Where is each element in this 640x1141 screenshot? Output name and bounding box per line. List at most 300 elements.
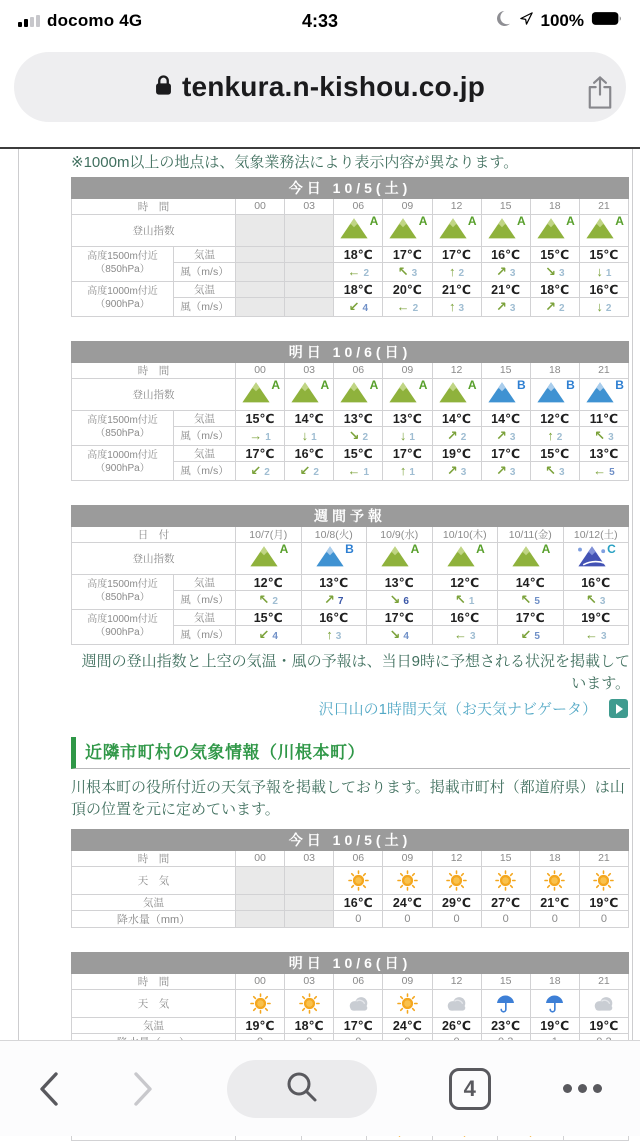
climb-index-cell [285,378,334,410]
weather-rain-icon [496,994,515,1011]
wind-direction-arrow: ↖ [594,427,606,443]
hour-cell: 10/7(月) [236,526,302,542]
temp-cell: 16℃ [301,609,367,625]
weather-cell [383,866,432,894]
temp-cell: 27℃ [481,894,530,910]
mountain-index-icon-A: A [289,379,329,405]
weather-cell [334,866,383,894]
weather-cloud-icon [347,994,370,1011]
temp-cell: 17℃ [498,609,564,625]
wind-cell [285,461,334,480]
hour-cell: 00 [236,973,285,989]
no-data-cell [236,281,285,297]
wind-speed-value: 2 [605,302,612,314]
wind-cell [432,297,481,316]
back-button[interactable] [38,1071,60,1107]
temp-row-label: 気温 [174,410,236,426]
wind-direction-arrow: ↖ [520,591,532,607]
climb-index-cell [432,214,481,246]
wind-direction-arrow: ↑ [547,427,554,443]
wind-cell [481,426,530,445]
weather-row-label: 天 気 [72,989,236,1017]
wind-speed-value: 3 [509,302,516,314]
hour-cell: 12 [432,973,481,989]
climb-index-cell [530,214,579,246]
wind-speed-value: 2 [313,466,319,478]
wind-direction-arrow: ↖ [258,591,270,607]
site-body [18,149,633,1042]
column-header-label: 時 間 [72,973,236,989]
wind-cell [334,297,383,316]
wind-cell [481,461,530,480]
table-title: 今日 10/5(土) [72,829,629,850]
weather-cloud-icon [592,994,615,1011]
weather-cell [383,989,432,1017]
lock-icon [155,74,172,101]
wind-speed-value: 5 [534,630,540,642]
temp-cell: 18℃ [285,1017,334,1033]
weather-rain-icon [545,994,564,1011]
wind-row-label: 風（m/s） [174,262,236,281]
no-data-cell [236,297,285,316]
wind-speed-value: 2 [558,302,565,314]
wind-direction-arrow: ↘ [389,591,401,607]
table-title: 今日 10/5(土) [72,177,629,198]
wind-direction-arrow: ↙ [348,298,360,314]
no-data-cell [285,281,334,297]
wind-cell [530,297,579,316]
wind-cell [285,426,334,445]
temp-cell: 26℃ [432,1017,481,1033]
no-data-cell [236,262,285,281]
climb-index-label: 登山指数 [72,214,236,246]
no-data-cell [285,894,334,910]
wind-cell [432,625,498,644]
hour-cell: 10/8(火) [301,526,367,542]
weather-cell [579,989,628,1017]
climb-index-cell [579,378,628,410]
wind-cell [432,426,481,445]
wind-speed-value: 3 [335,630,342,642]
weather-sun-icon [495,871,516,888]
wind-cell [383,426,432,445]
no-data-cell [285,246,334,262]
temp-cell: 13℃ [367,574,433,590]
wind-cell [367,625,433,644]
wind-cell [530,461,579,480]
wind-speed-value: 2 [264,466,270,478]
wind-speed-value: 2 [460,431,467,443]
weather-sun-icon [544,871,565,888]
wind-direction-arrow: ↖ [397,263,409,279]
wind-speed-value: 2 [458,267,465,279]
temp-cell: 15℃ [236,410,285,426]
weather-row-label: 天 気 [72,866,236,894]
wind-speed-value: 2 [363,267,370,279]
temp-cell: 16℃ [563,574,629,590]
wind-row-label: 風（m/s） [174,297,236,316]
hour-cell: 15 [481,198,530,214]
wind-row-label: 風（m/s） [174,461,236,480]
hour-cell: 10/12(土) [563,526,629,542]
wind-cell [236,461,285,480]
no-data-cell [285,866,334,894]
temp-row-label: 気温 [174,281,236,297]
hour-cell: 06 [334,850,383,866]
temp-cell: 12℃ [530,410,579,426]
wind-direction-arrow: ↑ [449,298,456,314]
column-header-label: 時 間 [72,198,236,214]
climb-index-cell [383,378,432,410]
temp-cell: 16℃ [334,894,383,910]
wind-direction-arrow: ↗ [495,263,507,279]
hour-cell: 12 [432,850,481,866]
mountain-index-icon-A: A [437,215,477,241]
temp-cell: 16℃ [285,445,334,461]
temp-cell: 19℃ [432,445,481,461]
temp-row-label: 気温 [72,894,236,910]
wind-direction-arrow: ↗ [495,427,507,443]
hour-cell: 10/11(金) [498,526,564,542]
wind-direction-arrow: ↗ [495,462,507,478]
weather-sun-icon [299,994,320,1011]
wind-direction-arrow: ← [396,298,410,314]
altitude-label: 高度1000m付近 （900hPa） [72,281,174,316]
temp-cell: 12℃ [236,574,302,590]
temp-cell: 19℃ [579,894,628,910]
temp-cell: 20℃ [383,281,432,297]
climb-index-cell [334,378,383,410]
hour-cell: 15 [481,850,530,866]
mountain-index-icon-A: A [486,215,526,241]
temp-cell: 15℃ [334,445,383,461]
temp-cell: 18℃ [334,281,383,297]
hour-cell: 00 [236,362,285,378]
wind-cell [563,590,629,609]
wind-speed-value: 3 [599,595,606,607]
wind-speed-value: 2 [556,431,563,443]
week-forecast-note: 週間の登山指数と上空の気温・風の予報は、当日9時に予想される状況を掲載しています。 [81,652,630,692]
wind-direction-arrow: ← [347,462,361,478]
column-header-label: 時 間 [72,850,236,866]
table-title: 明日 10/6(日) [72,341,629,362]
wind-cell [498,625,564,644]
temp-cell: 15℃ [236,609,302,625]
wind-speed-value: 1 [468,595,475,607]
hour-cell: 18 [530,850,579,866]
url-text: tenkura.n-kishou.co.jp [181,71,486,102]
wind-direction-arrow: ↖ [586,591,597,607]
no-data-cell [236,214,285,246]
battery-percent-label: 100% [540,11,584,30]
wind-direction-arrow: ↓ [596,263,603,279]
climb-index-cell [383,214,432,246]
hour-cell: 06 [334,973,383,989]
altitude-label: 高度1000m付近 （900hPa） [72,445,174,480]
temp-cell: 13℃ [301,574,367,590]
table-title: 週間予報 [72,505,629,526]
mountain-index-icon-B: B [584,379,624,405]
wind-direction-arrow: ↙ [520,626,532,642]
wind-speed-value: 3 [558,267,565,279]
hour-cell: 18 [530,973,579,989]
search-button[interactable] [227,1060,377,1118]
search-icon [285,1070,319,1107]
hour-cell: 18 [530,362,579,378]
wind-direction-arrow: ↙ [258,626,270,642]
wind-speed-value: 4 [272,630,278,642]
weather-cell [579,866,628,894]
hour-cell: 21 [579,850,628,866]
mountain-index-icon-A: A [535,215,575,241]
wind-speed-value: 4 [403,630,409,642]
wind-speed-value: 3 [458,302,465,314]
wind-cell [579,461,628,480]
wind-speed-value: 2 [362,431,369,443]
altitude-label: 高度1500m付近 （850hPa） [72,574,174,609]
hour-cell: 03 [285,973,334,989]
temp-cell: 17℃ [383,445,432,461]
weather-cell [481,866,530,894]
mountain-forecast-tables [71,177,630,645]
hour-cell: 09 [383,973,432,989]
wind-speed-value: 3 [411,267,418,279]
no-data-cell [285,214,334,246]
mountain-index-icon-A: A [338,215,378,241]
temp-cell: 24℃ [383,1017,432,1033]
temp-row-label: 気温 [174,574,236,590]
hour-cell: 03 [285,198,334,214]
wind-cell [367,590,433,609]
wind-cell [334,426,383,445]
precip-cell: 0 [530,910,579,927]
hour-cell: 06 [334,362,383,378]
wind-direction-arrow: ↗ [545,298,556,314]
temp-cell: 17℃ [432,246,481,262]
temp-cell: 17℃ [481,445,530,461]
wind-direction-arrow: ↘ [348,427,360,443]
climb-index-cell [481,214,530,246]
mountain-index-icon-A: A [445,543,485,569]
temp-cell: 17℃ [383,246,432,262]
carrier-label: docomo 4G [47,11,143,30]
temp-cell: 14℃ [285,410,334,426]
climb-index-label: 登山指数 [72,378,236,410]
wind-cell [301,590,367,609]
mountain-index-icon-A: A [584,215,624,241]
wind-direction-arrow: ↑ [399,462,407,478]
precip-cell: 0 [432,910,481,927]
wind-speed-value: 1 [605,267,612,279]
wind-speed-value: 1 [311,431,317,443]
wind-direction-arrow: ← [593,462,607,478]
forecast-table [71,341,629,481]
wind-direction-arrow: ↑ [326,626,333,642]
precip-cell: 0 [579,910,628,927]
forecast-table [71,952,629,1051]
climb-index-cell [530,378,579,410]
hourly-weather-link[interactable]: 沢口山の1時間天気（お天気ナビゲータ） [318,701,597,719]
weather-sun-icon [397,994,418,1011]
hour-cell: 00 [236,198,285,214]
weather-cell [530,866,579,894]
temp-cell: 24℃ [383,894,432,910]
wind-speed-value: 4 [362,302,369,314]
no-data-cell [236,894,285,910]
wind-speed-value: 3 [469,630,476,642]
weather-sun-icon [397,871,418,888]
hour-cell: 09 [383,850,432,866]
hour-cell: 09 [383,198,432,214]
wind-speed-value: 7 [337,595,344,607]
temp-cell: 19℃ [530,1017,579,1033]
temp-row-label: 気温 [174,609,236,625]
mountain-index-icon-A: A [387,379,427,405]
temp-cell: 18℃ [334,246,383,262]
weather-sun-icon [446,871,467,888]
more-button[interactable] [563,1084,602,1093]
weather-cell [285,989,334,1017]
hour-cell: 21 [579,973,628,989]
temp-cell: 29℃ [432,894,481,910]
hour-cell: 09 [383,362,432,378]
precip-row-label: 降水量（mm） [72,910,236,927]
wind-direction-arrow: ↑ [449,263,456,279]
temp-cell: 13℃ [579,445,628,461]
play-arrow-icon[interactable] [609,699,628,718]
tabs-button[interactable] [449,1068,491,1110]
climb-index-cell [563,542,629,574]
mountain-index-icon-B: B [535,379,575,405]
weather-cloud-icon [445,994,468,1011]
wind-speed-value: 1 [265,431,271,443]
climb-index-cell [432,378,481,410]
column-header-label: 日 付 [72,526,236,542]
forecast-table [71,177,629,317]
mountain-index-icon-A: A [248,543,288,569]
temp-cell: 16℃ [481,246,530,262]
temp-cell: 23℃ [481,1017,530,1033]
clock-label: 4:33 [301,10,339,31]
temp-row-label: 気温 [72,1017,236,1033]
wind-speed-value: 2 [412,302,419,314]
hour-cell: 15 [481,973,530,989]
wind-direction-arrow: ↓ [301,427,309,443]
mountain-index-icon-A: A [437,379,477,405]
nearby-town-description: 川根本町の役所付近の天気予報を掲載しております。掲載市町村（都道府県）は山頂の位置を元に定めています。 [71,779,625,818]
hour-cell: 21 [579,198,628,214]
hour-cell: 15 [481,362,530,378]
wind-direction-arrow: ↖ [455,591,466,607]
temp-cell: 17℃ [236,445,285,461]
mountain-index-icon-A: A [379,543,419,569]
mountain-index-icon-A: A [240,379,280,405]
temp-cell: 15℃ [530,246,579,262]
weather-cell [236,989,285,1017]
wind-direction-arrow: ← [584,626,598,642]
wind-direction-arrow: ← [453,626,467,642]
weather-cell [432,989,481,1017]
altitude-label: 高度1500m付近 （850hPa） [72,410,174,445]
hour-cell: 06 [334,198,383,214]
forward-button[interactable] [132,1071,154,1107]
browser-toolbar [0,1040,640,1136]
mountain-index-icon-A: A [338,379,378,405]
weather-cell [432,866,481,894]
climb-index-cell [367,542,433,574]
web-page-content [0,147,640,1040]
hour-cell: 21 [579,362,628,378]
wind-cell [334,461,383,480]
wind-direction-arrow: ↘ [389,626,401,642]
table-title: 明日 10/6(日) [72,952,629,973]
temp-cell: 15℃ [579,246,628,262]
temp-cell: 17℃ [334,1017,383,1033]
no-data-cell [236,246,285,262]
wind-speed-value: 3 [558,466,565,478]
status-bar [0,0,640,42]
weather-sun-icon [348,871,369,888]
address-bar[interactable] [14,52,626,122]
climb-index-cell [498,542,564,574]
wind-speed-value: 3 [600,630,607,642]
climb-index-cell [481,378,530,410]
wind-row-label: 風（m/s） [174,590,236,609]
column-header-label: 時 間 [72,362,236,378]
no-data-cell [236,910,285,927]
wind-direction-arrow: → [249,427,263,443]
temp-cell: 21℃ [530,894,579,910]
weather-cell [530,989,579,1017]
share-icon[interactable] [586,74,614,115]
wind-direction-arrow: ↘ [545,263,556,279]
wind-cell [301,625,367,644]
wind-cell [481,262,530,281]
wind-cell [481,297,530,316]
wind-speed-value: 5 [534,595,540,607]
wind-speed-value: 1 [363,466,370,478]
mountain-index-icon-A: A [510,543,550,569]
wind-direction-arrow: ↗ [446,427,458,443]
wind-direction-arrow: ← [347,263,361,279]
mountain-index-icon-B: B [314,543,354,569]
wind-speed-value: 3 [608,431,614,443]
temp-cell: 15℃ [530,445,579,461]
climb-index-cell [432,542,498,574]
hour-cell: 03 [285,850,334,866]
hourly-weather-link-row [71,698,628,719]
climb-index-cell [236,378,285,410]
altitude-label: 高度1000m付近 （900hPa） [72,609,174,644]
temp-cell: 11℃ [579,410,628,426]
no-data-cell [285,297,334,316]
temp-cell: 21℃ [432,281,481,297]
temp-row-label: 気温 [174,445,236,461]
no-data-cell [285,910,334,927]
weather-sun-icon [593,871,614,888]
hour-cell: 00 [236,850,285,866]
mountain-index-icon-B: B [486,379,526,405]
wind-cell [432,461,481,480]
climb-index-label: 登山指数 [72,542,236,574]
wind-speed-value: 3 [509,267,516,279]
temp-cell: 16℃ [432,609,498,625]
wind-direction-arrow: ↙ [299,462,311,478]
wind-speed-value: 6 [403,595,409,607]
climb-index-cell [301,542,367,574]
temp-cell: 14℃ [481,410,530,426]
wind-cell [432,262,481,281]
